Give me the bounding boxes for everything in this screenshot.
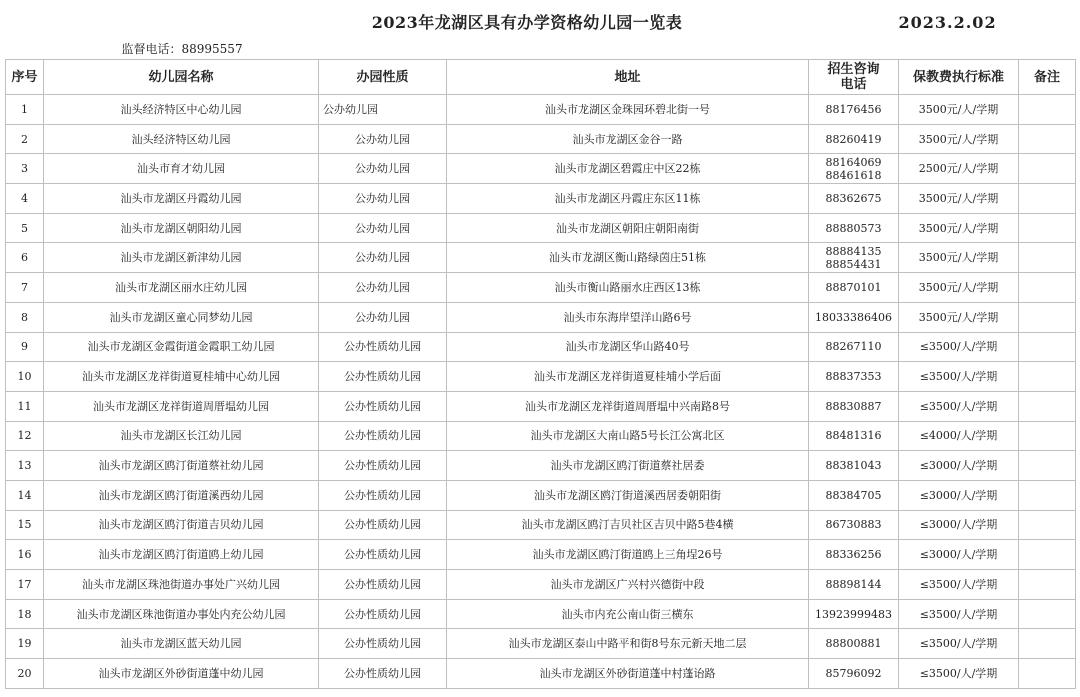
- header-no: 序号: [6, 60, 44, 95]
- phone-number: 88898144: [825, 577, 882, 591]
- tuition-fee: ≤3500/人/学期: [899, 332, 1019, 362]
- header-address: 地址: [447, 60, 809, 95]
- enrollment-phone: [809, 154, 899, 184]
- school-type: 公办幼儿园: [319, 154, 447, 184]
- address: 汕头市龙湖区金珠园环碧北街一号: [447, 95, 809, 125]
- remarks: [1019, 510, 1076, 540]
- tuition-fee: 3500元/人/学期: [899, 273, 1019, 303]
- enrollment-phone: [809, 332, 899, 362]
- enrollment-phone: [809, 124, 899, 154]
- kindergarten-name: 汕头市龙湖区丽水庄幼儿园: [44, 273, 319, 303]
- table-row: [6, 451, 1076, 481]
- school-type: 公办性质幼儿园: [319, 421, 447, 451]
- tuition-fee: ≤3500/人/学期: [899, 391, 1019, 421]
- remarks: [1019, 629, 1076, 659]
- address: 汕头市龙湖区衡山路绿茵庄51栋: [447, 243, 809, 273]
- school-type: 公办性质幼儿园: [319, 599, 447, 629]
- school-type: 公办幼儿园: [319, 95, 447, 125]
- row-number: 18: [6, 599, 44, 629]
- row-number: 11: [6, 391, 44, 421]
- table-row: [6, 599, 1076, 629]
- kindergarten-name: 汕头市龙湖区长江幼儿园: [44, 421, 319, 451]
- phone-number: 88481316: [825, 429, 882, 443]
- enrollment-phone: [809, 599, 899, 629]
- remarks: [1019, 480, 1076, 510]
- kindergarten-name: 汕头市龙湖区鸥汀街道吉贝幼儿园: [44, 510, 319, 540]
- kindergarten-name: 汕头市龙湖区鸥汀街道蔡社幼儿园: [44, 451, 319, 481]
- address: 汕头市龙湖区鸥汀吉贝社区吉贝中路5巷4横: [447, 510, 809, 540]
- row-number: 17: [6, 570, 44, 600]
- table-row: [6, 659, 1076, 689]
- enrollment-phone: [809, 570, 899, 600]
- address: 汕头市龙湖区鸥汀街道蔡社居委: [447, 451, 809, 481]
- kindergarten-name: 汕头市龙湖区朝阳幼儿园: [44, 213, 319, 243]
- school-type: 公办性质幼儿园: [319, 451, 447, 481]
- remarks: [1019, 302, 1076, 332]
- title-row: [6, 5, 1076, 39]
- table-row: [6, 332, 1076, 362]
- phone-number: 88854431: [825, 257, 882, 271]
- remarks: [1019, 451, 1076, 481]
- kindergarten-name: 汕头市龙湖区龙祥街道夏桂埔中心幼儿园: [44, 362, 319, 392]
- row-number: 7: [6, 273, 44, 303]
- enrollment-phone: [809, 273, 899, 303]
- address: 汕头市龙湖区朝阳庄朝阳南街: [447, 213, 809, 243]
- row-number: 8: [6, 302, 44, 332]
- table-row: [6, 629, 1076, 659]
- kindergarten-name: 汕头市龙湖区珠池街道办事处广兴幼儿园: [44, 570, 319, 600]
- kindergarten-name: 汕头市育才幼儿园: [44, 154, 319, 184]
- enrollment-phone: [809, 302, 899, 332]
- address: 汕头市龙湖区鸥汀街道溪西居委朝阳街: [447, 480, 809, 510]
- kindergarten-name: 汕头市龙湖区珠池街道办事处内充公幼儿园: [44, 599, 319, 629]
- table-row: [6, 124, 1076, 154]
- phone-number: 86730883: [825, 518, 882, 532]
- row-number: 19: [6, 629, 44, 659]
- school-type: 公办性质幼儿园: [319, 540, 447, 570]
- address: 汕头市龙湖区丹霞庄东区11栋: [447, 184, 809, 214]
- enrollment-phone: [809, 540, 899, 570]
- phone-number: 88800881: [825, 637, 882, 651]
- kindergarten-name: 汕头市龙湖区外砂街道蓬中幼儿园: [44, 659, 319, 689]
- school-type: 公办幼儿园: [319, 273, 447, 303]
- enrollment-phone: [809, 629, 899, 659]
- row-number: 6: [6, 243, 44, 273]
- row-number: 15: [6, 510, 44, 540]
- school-type: 公办性质幼儿园: [319, 659, 447, 689]
- phone-number: 18033386406: [815, 310, 892, 324]
- tuition-fee: ≤3500/人/学期: [899, 629, 1019, 659]
- kindergarten-name: 汕头经济特区幼儿园: [44, 124, 319, 154]
- kindergarten-name: 汕头市龙湖区金霞街道金霞职工幼儿园: [44, 332, 319, 362]
- tuition-fee: ≤3000/人/学期: [899, 510, 1019, 540]
- row-number: 16: [6, 540, 44, 570]
- address: 汕头市衡山路丽水庄西区13栋: [447, 273, 809, 303]
- enrollment-phone: [809, 391, 899, 421]
- enrollment-phone: [809, 659, 899, 689]
- phone-number: 88267110: [825, 340, 882, 354]
- phone-number: 88164069: [825, 155, 882, 169]
- table-row: [6, 540, 1076, 570]
- tuition-fee: ≤3500/人/学期: [899, 362, 1019, 392]
- table-row: [6, 302, 1076, 332]
- school-type: 公办性质幼儿园: [319, 510, 447, 540]
- enrollment-phone: [809, 510, 899, 540]
- tuition-fee: 3500元/人/学期: [899, 243, 1019, 273]
- phone-number: 88176456: [825, 102, 882, 116]
- school-type: 公办性质幼儿园: [319, 629, 447, 659]
- table-row: [6, 480, 1076, 510]
- remarks: [1019, 599, 1076, 629]
- phone-number: 88381043: [825, 459, 882, 473]
- phone-number: 88362675: [825, 191, 882, 205]
- row-number: 2: [6, 124, 44, 154]
- kindergarten-name: 汕头市龙湖区鸥汀街道溪西幼儿园: [44, 480, 319, 510]
- row-number: 3: [6, 154, 44, 184]
- enrollment-phone: [809, 243, 899, 273]
- table-row: [6, 95, 1076, 125]
- table-row: [6, 184, 1076, 214]
- address: 汕头市龙湖区广兴村兴德街中段: [447, 570, 809, 600]
- remarks: [1019, 570, 1076, 600]
- remarks: [1019, 421, 1076, 451]
- table-row: [6, 154, 1076, 184]
- header-fee: 保教费执行标准: [899, 60, 1019, 95]
- row-number: 13: [6, 451, 44, 481]
- kindergarten-name: 汕头市龙湖区丹霞幼儿园: [44, 184, 319, 214]
- remarks: [1019, 213, 1076, 243]
- address: 汕头市龙湖区泰山中路平和街8号东元新天地二层: [447, 629, 809, 659]
- address: 汕头市龙湖区鸥汀街道鸥上三角埕26号: [447, 540, 809, 570]
- row-number: 1: [6, 95, 44, 125]
- enrollment-phone: [809, 480, 899, 510]
- header-type: 办园性质: [319, 60, 447, 95]
- row-number: 12: [6, 421, 44, 451]
- enrollment-phone: [809, 451, 899, 481]
- supervision-row: [6, 39, 1076, 60]
- phone-number: 88260419: [825, 132, 882, 146]
- remarks: [1019, 243, 1076, 273]
- document-date: 2023.2.02: [898, 12, 997, 32]
- row-number: 20: [6, 659, 44, 689]
- tuition-fee: 3500元/人/学期: [899, 213, 1019, 243]
- address: 汕头市龙湖区金谷一路: [447, 124, 809, 154]
- table-row: [6, 362, 1076, 392]
- school-type: 公办性质幼儿园: [319, 570, 447, 600]
- address: 汕头市龙湖区龙祥街道夏桂埔小学后面: [447, 362, 809, 392]
- remarks: [1019, 95, 1076, 125]
- tuition-fee: ≤3500/人/学期: [899, 570, 1019, 600]
- enrollment-phone: [809, 213, 899, 243]
- address: 汕头市龙湖区碧霞庄中区22栋: [447, 154, 809, 184]
- tuition-fee: ≤4000/人/学期: [899, 421, 1019, 451]
- tuition-fee: ≤3500/人/学期: [899, 599, 1019, 629]
- phone-number: 13923999483: [815, 607, 892, 621]
- row-number: 10: [6, 362, 44, 392]
- page-title: 2023年龙湖区具有办学资格幼儿园一览表: [371, 12, 683, 32]
- enrollment-phone: [809, 95, 899, 125]
- kindergarten-name: 汕头市龙湖区童心同梦幼儿园: [44, 302, 319, 332]
- tuition-fee: ≤3000/人/学期: [899, 451, 1019, 481]
- phone-number: 85796092: [825, 666, 882, 680]
- remarks: [1019, 540, 1076, 570]
- kindergarten-name: 汕头市龙湖区蓝天幼儿园: [44, 629, 319, 659]
- row-number: 4: [6, 184, 44, 214]
- address: 汕头市东海岸望洋山路6号: [447, 302, 809, 332]
- phone-number: 88870101: [825, 280, 882, 294]
- address: 汕头市内充公南山街三横东: [447, 599, 809, 629]
- enrollment-phone: [809, 184, 899, 214]
- table-row: [6, 510, 1076, 540]
- school-type: 公办性质幼儿园: [319, 480, 447, 510]
- school-type: 公办幼儿园: [319, 302, 447, 332]
- school-type: 公办性质幼儿园: [319, 332, 447, 362]
- tuition-fee: 3500元/人/学期: [899, 95, 1019, 125]
- row-number: 14: [6, 480, 44, 510]
- phone-number: 88837353: [825, 370, 882, 384]
- tuition-fee: ≤3000/人/学期: [899, 480, 1019, 510]
- phone-number: 88384705: [825, 488, 882, 502]
- school-type: 公办性质幼儿园: [319, 362, 447, 392]
- table-row: [6, 421, 1076, 451]
- kindergarten-name: 汕头经济特区中心幼儿园: [44, 95, 319, 125]
- remarks: [1019, 184, 1076, 214]
- school-type: 公办幼儿园: [319, 124, 447, 154]
- remarks: [1019, 154, 1076, 184]
- kindergarten-name: 汕头市龙湖区新津幼儿园: [44, 243, 319, 273]
- remarks: [1019, 332, 1076, 362]
- remarks: [1019, 124, 1076, 154]
- header-row: [6, 60, 1076, 95]
- tuition-fee: 3500元/人/学期: [899, 302, 1019, 332]
- phone-number: 88461618: [825, 168, 882, 182]
- tuition-fee: 3500元/人/学期: [899, 124, 1019, 154]
- table-row: [6, 243, 1076, 273]
- row-number: 5: [6, 213, 44, 243]
- remarks: [1019, 362, 1076, 392]
- tuition-fee: 3500元/人/学期: [899, 184, 1019, 214]
- school-type: 公办幼儿园: [319, 213, 447, 243]
- table-row: [6, 273, 1076, 303]
- phone-number: 88336256: [825, 548, 882, 562]
- school-type: 公办幼儿园: [319, 243, 447, 273]
- tuition-fee: ≤3000/人/学期: [899, 540, 1019, 570]
- enrollment-phone: [809, 421, 899, 451]
- supervision-phone: 监督电话：88995557: [44, 39, 447, 60]
- address: 汕头市龙湖区华山路40号: [447, 332, 809, 362]
- kindergarten-name: 汕头市龙湖区鸥汀街道鸥上幼儿园: [44, 540, 319, 570]
- remarks: [1019, 391, 1076, 421]
- phone-number: 88880573: [825, 221, 882, 235]
- school-type: 公办幼儿园: [319, 184, 447, 214]
- address: 汕头市龙湖区大南山路5号长江公寓北区: [447, 421, 809, 451]
- enrollment-phone: [809, 362, 899, 392]
- kindergarten-table: [5, 5, 1076, 689]
- header-name: 幼儿园名称: [44, 60, 319, 95]
- table-row: [6, 570, 1076, 600]
- header-phone: 招生咨询电话: [809, 60, 899, 95]
- address: 汕头市龙湖区外砂街道蓬中村蓬诒路: [447, 659, 809, 689]
- header-note: 备注: [1019, 60, 1076, 95]
- school-type: 公办性质幼儿园: [319, 391, 447, 421]
- address: 汕头市龙湖区龙祥街道周厝塭中兴南路8号: [447, 391, 809, 421]
- tuition-fee: ≤3500/人/学期: [899, 659, 1019, 689]
- table-row: [6, 213, 1076, 243]
- phone-number: 88830887: [825, 399, 882, 413]
- remarks: [1019, 659, 1076, 689]
- phone-number: 88884135: [825, 244, 882, 258]
- kindergarten-name: 汕头市龙湖区龙祥街道周厝塭幼儿园: [44, 391, 319, 421]
- remarks: [1019, 273, 1076, 303]
- table-row: [6, 391, 1076, 421]
- row-number: 9: [6, 332, 44, 362]
- tuition-fee: 2500元/人/学期: [899, 154, 1019, 184]
